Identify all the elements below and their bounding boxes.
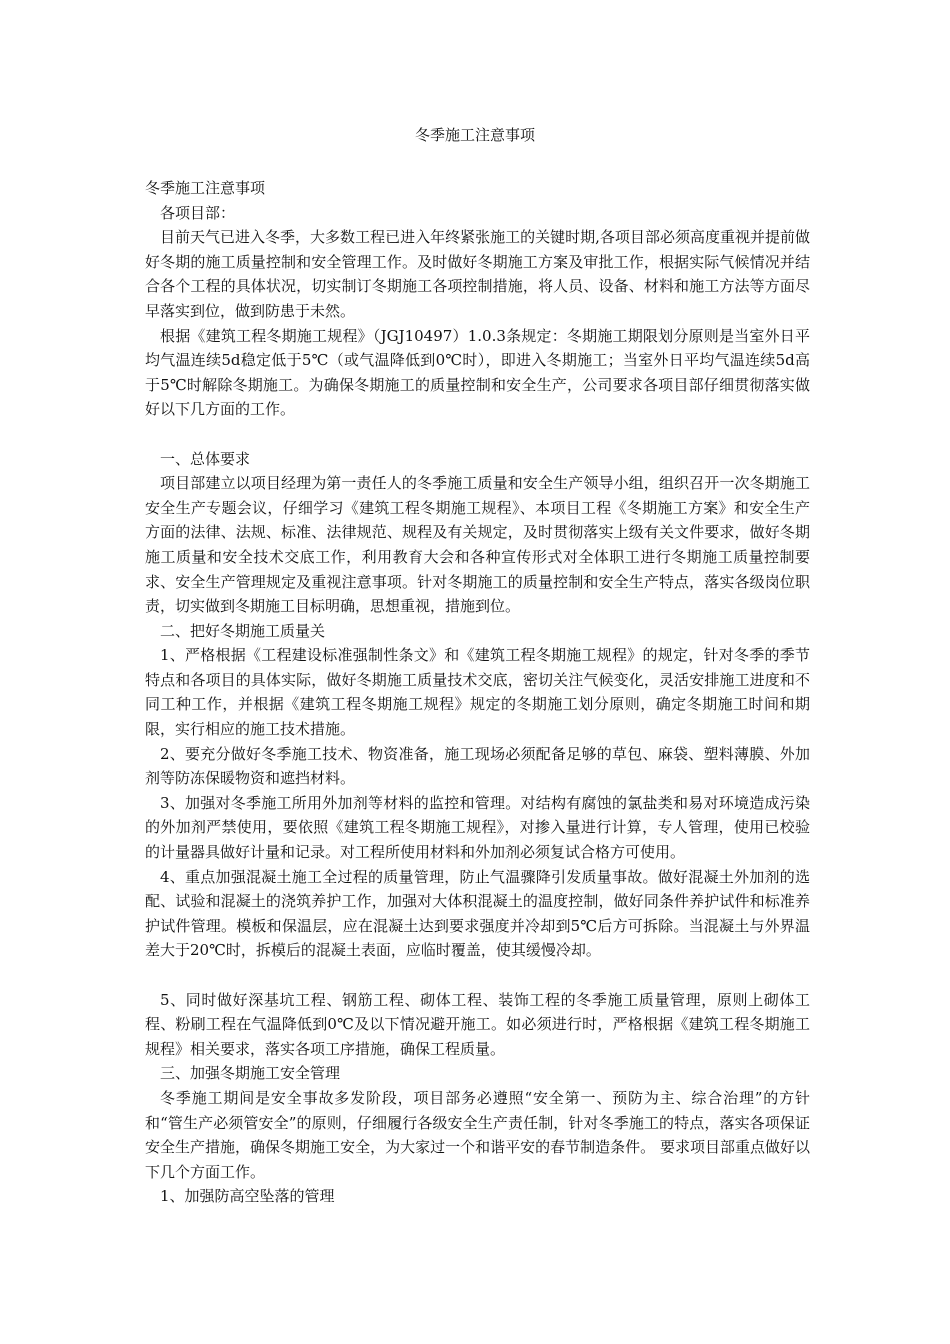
body-heading: 冬季施工注意事项 xyxy=(145,179,266,197)
section-heading-3: 三、加强冬期施工安全管理 xyxy=(160,1064,341,1083)
list-item-safety-1: 1、加强防高空坠落的管理 xyxy=(160,1187,335,1206)
salutation: 各项目部： xyxy=(160,203,236,222)
paragraph-general-requirements: 项目部建立以项目经理为第一责任人的冬季施工质量和安全生产领导小组，组织召开一次冬期施工安全生产专题会议，仔细学习《建筑工程冬期施工规程》、本项目工程《冬期施工方案》和安全生产方面的法律、法规、标准、法律规范、规程及有关规定，及时贯彻落实上级有关文件要求，做好冬期施工质量和安全技术交底工作，利用教育大会和各种宣传形式对全体职工进行冬期施工质量控制要求、安全生产管理规定及重视注意事项。针对冬期施工的质量控制和安全生产特点，落实各级岗位职责，切实做到冬期施工目标明确，思想重视，措施到位。 xyxy=(145,474,810,616)
paragraph-gap xyxy=(145,422,810,447)
document-title: 冬季施工注意事项 xyxy=(414,126,535,144)
list-item-quality-2: 2、要充分做好冬季施工技术、物资准备，施工现场必须配备足够的草包、麻袋、塑料薄膜、外加剂等防冻保暖物资和遮挡材料。 xyxy=(145,744,810,788)
paragraph-gap xyxy=(145,963,810,988)
list-item-quality-5: 5、同时做好深基坑工程、钢筋工程、砌体工程、装饰工程的冬季施工质量管理，原则上砌体工程、粉刷工程在气温降低到0℃及以下情况避开施工。如必须进行时，严格根据《建筑工程冬期施工规程》相关要求，落实各项工序措施，确保工程质量。 xyxy=(145,990,810,1058)
section-heading-2: 二、把好冬期施工质量关 xyxy=(160,621,326,640)
list-item-quality-4: 4、重点加强混凝土施工全过程的质量管理，防止气温骤降引发质量事故。做好混凝土外加剂的选配、试验和混凝土的浇筑养护工作，加强对大体积混凝土的温度控制，做好同条件养护试件和标准养护试件管理。模板和保温层，应在混凝土达到要求强度并冷却到5℃后方可拆除。当混凝土与外界温差大于20℃时，拆模后的混凝土表面，应临时覆盖，使其缓慢冷却。 xyxy=(145,867,810,960)
section-heading-1: 一、总体要求 xyxy=(160,449,251,468)
list-item-quality-1: 1、严格根据《工程建设标准强制性条文》和《建筑工程冬期施工规程》的规定，针对冬季的季节特点和各项目的具体实际，做好冬期施工质量技术交底，密切关注气候变化，灵活安排施工进度和不同工种工作，并根据《建筑工程冬期施工规程》规定的冬期施工划分原则，确定冬期施工时间和期限，实行相应的施工技术措施。 xyxy=(145,646,810,739)
list-item-quality-3: 3、加强对冬季施工所用外加剂等材料的监控和管理。对结构有腐蚀的氯盐类和易对环境造成污染的外加剂严禁使用，要依照《建筑工程冬期施工规程》，对掺入量进行计算，专人管理，使用已校验的计量器具做好计量和记录。对工程所使用材料和外加剂必须复试合格方可使用。 xyxy=(145,793,810,862)
paragraph-safety-management: 冬季施工期间是安全事故多发阶段，项目部务必遵照“安全第一、预防为主、综合治理”的方针和“管生产必须管安全”的原则，仔细履行各级安全生产责任制，针对冬季施工的特点，落实各项保证安全生产措施，确保冬期施工安全，为大家过一个和谐平安的春节制造条件。 要求项目部重点做好以下几个方面工作。 xyxy=(145,1088,810,1181)
paragraph-regulation: 根据《建筑工程冬期施工规程》（JGJ10497）1.0.3条规定：冬期施工期限划分原则是当室外日平均气温连续5d稳定低于5℃（或气温降低到0℃时），即进入冬期施工；当室外日平均气温连续5d高于5℃时解除冬期施工。为确保冬期施工的质量控制和安全生产，公司要求各项目部仔细贯彻落实做好以下几方面的工作。 xyxy=(145,326,810,419)
paragraph-intro: 目前天气已进入冬季，大多数工程已进入年终紧张施工的关键时期,各项目部必须高度重视并提前做好冬期的施工质量控制和安全管理工作。及时做好冬期施工方案及审批工作，根据实际气候情况并结合各个工程的具体状况，切实制订冬期施工各项控制措施，将人员、设备、材料和施工方法等方面尽早落实到位，做到防患于未然。 xyxy=(145,228,810,320)
document-body xyxy=(145,176,810,1209)
